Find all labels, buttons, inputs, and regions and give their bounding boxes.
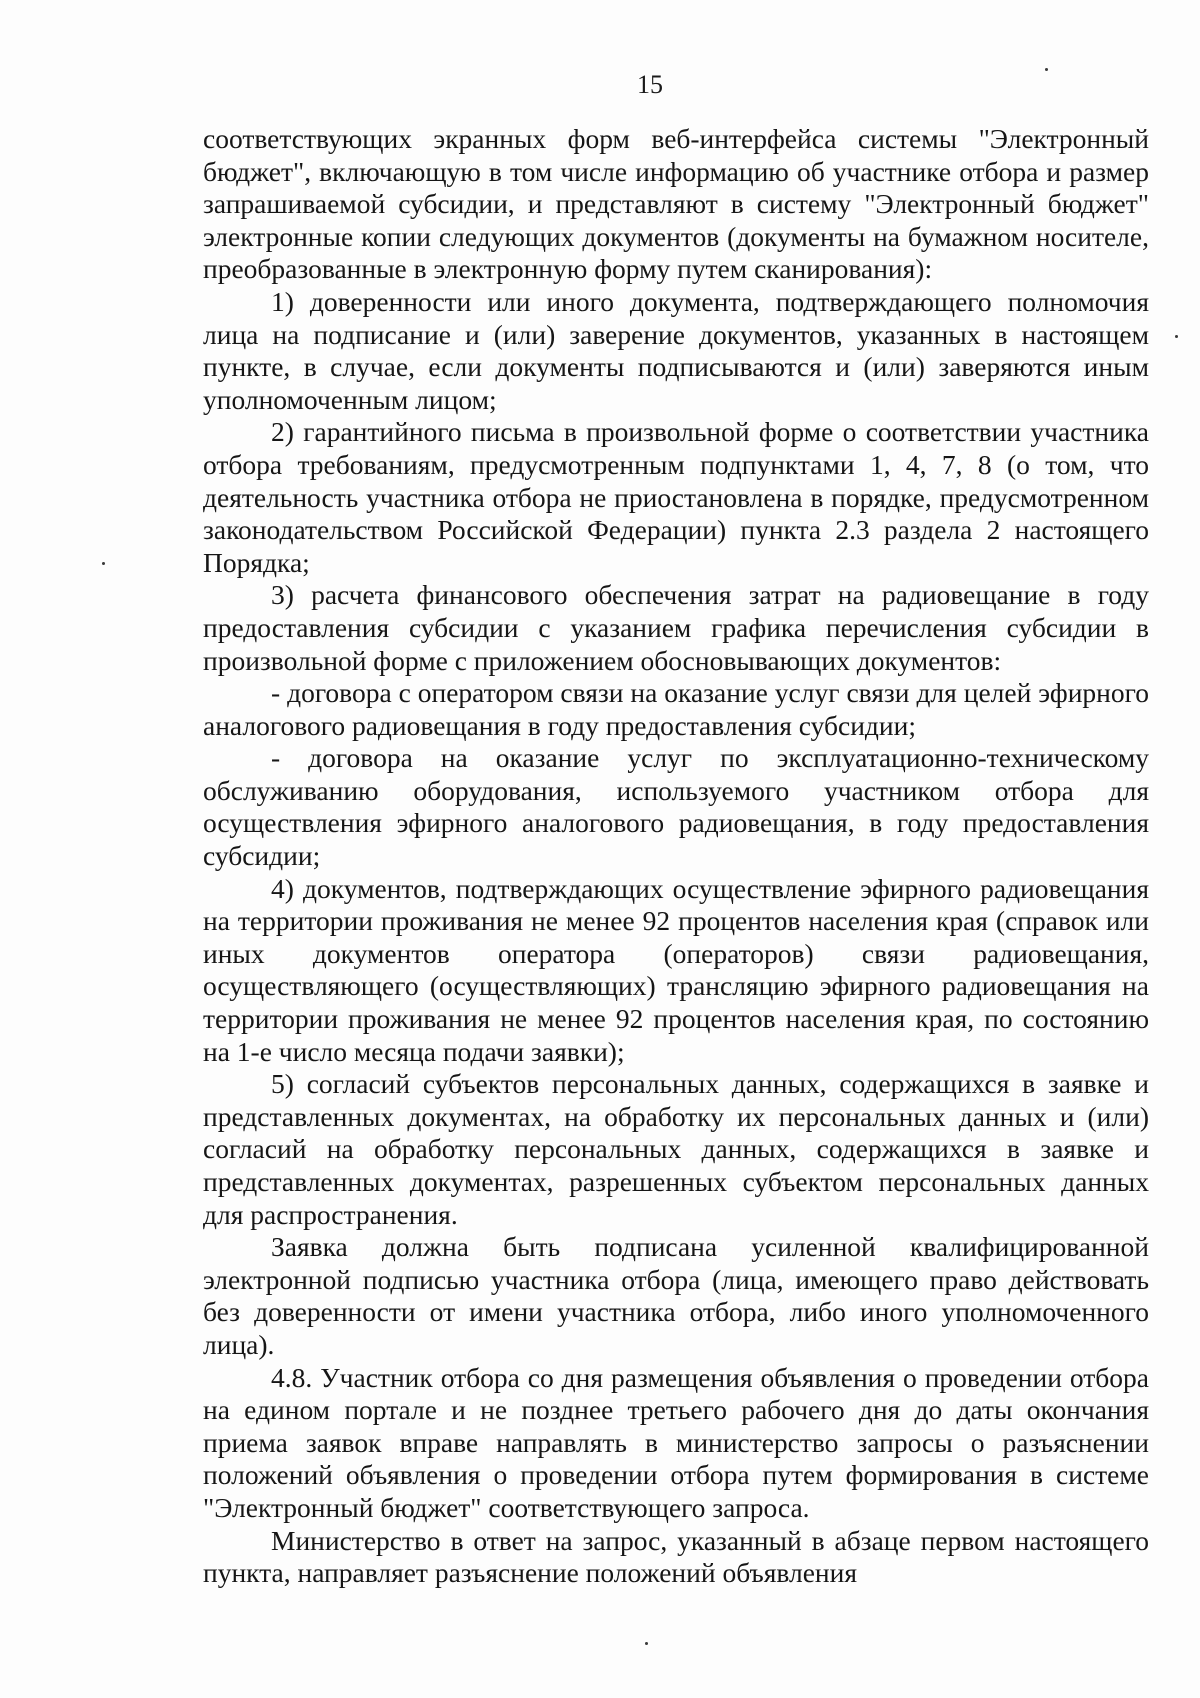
scan-speck bbox=[645, 1642, 648, 1645]
paragraph-intro: соответствующих экранных форм веб-интерфейса системы "Электронный бюджет", включающую в том числе информацию об участнике отбора и размер запрашиваемой субсидии, и представляют в систему "Электронный бюджет" электронные копии следующих документов (документы на бумажном носителе, преобразованные в электронную форму путем сканирования): bbox=[203, 123, 1149, 285]
paragraph-item-5: 5) согласий субъектов персональных данных, содержащихся в заявке и представленных документах, на обработку их персональных данных и (или) согласий на обработку персональных данных, содержащихся в заявке и представленных документах, разрешенных субъектом персональных данных для распространения. bbox=[203, 1068, 1149, 1230]
scan-speck bbox=[102, 562, 105, 565]
scan-speck bbox=[1045, 68, 1048, 71]
page-number: 15 bbox=[637, 70, 663, 99]
paragraph-signature-requirement: Заявка должна быть подписана усиленной квалифицированной электронной подписью участника отбора (лица, имеющего право действовать без доверенности от имени участника отбора, либо иного уполномоченного лица). bbox=[203, 1231, 1149, 1360]
paragraph-ministry-response: Министерство в ответ на запрос, указанный в абзаце первом настоящего пункта, направляет разъяснение положений объявления bbox=[203, 1524, 1149, 1589]
paragraph-item-3: 3) расчета финансового обеспечения затрат на радиовещание в году предоставления субсидии с указанием графика перечисления субсидии в произвольной форме с приложением обосновывающих документов: bbox=[203, 579, 1149, 676]
paragraph-item-4: 4) документов, подтверждающих осуществление эфирного радиовещания на территории проживания не менее 92 процентов населения края (справок или иных документов оператора (операторов) связи радиовещания, осуществляющего (осуществляющих) трансляцию эфирного радиовещания на территории проживания не менее 92 процентов населения края, по состоянию на 1-е число месяца подачи заявки); bbox=[203, 872, 1149, 1067]
document-body bbox=[203, 123, 1149, 1590]
paragraph-item-2: 2) гарантийного письма в произвольной форме о соответствии участника отбора требованиям, предусмотренным подпунктами 1, 4, 7, 8 (о том, что деятельность участника отбора не приостановлена в порядке, предусмотренном законодательством Российской Федерации) пункта 2.3 раздела 2 настоящего Порядка; bbox=[203, 416, 1149, 578]
paragraph-clause-4-8: 4.8. Участник отбора со дня размещения объявления о проведении отбора на едином портале и не позднее третьего рабочего дня до даты окончания приема заявок вправе направлять в министерство запросы о разъяснении положений объявления о проведении отбора путем формирования в системе "Электронный бюджет" соответствующего запроса. bbox=[203, 1361, 1149, 1523]
scan-speck bbox=[1175, 335, 1178, 338]
paragraph-item-3-dash-1: - договора с оператором связи на оказание услуг связи для целей эфирного аналогового радиовещания в году предоставления субсидии; bbox=[203, 677, 1149, 741]
paragraph-item-3-dash-2: - договора на оказание услуг по эксплуатационно-техническому обслуживанию оборудования, используемого участником отбора для осуществления эфирного аналогового радиовещания, в году предоставления субсидии; bbox=[203, 742, 1149, 872]
paragraph-item-1: 1) доверенности или иного документа, подтверждающего полномочия лица на подписание и (или) заверение документов, указанных в настоящем пункте, в случае, если документы подписываются и (или) заверяются иным уполномоченным лицом; bbox=[203, 285, 1149, 415]
